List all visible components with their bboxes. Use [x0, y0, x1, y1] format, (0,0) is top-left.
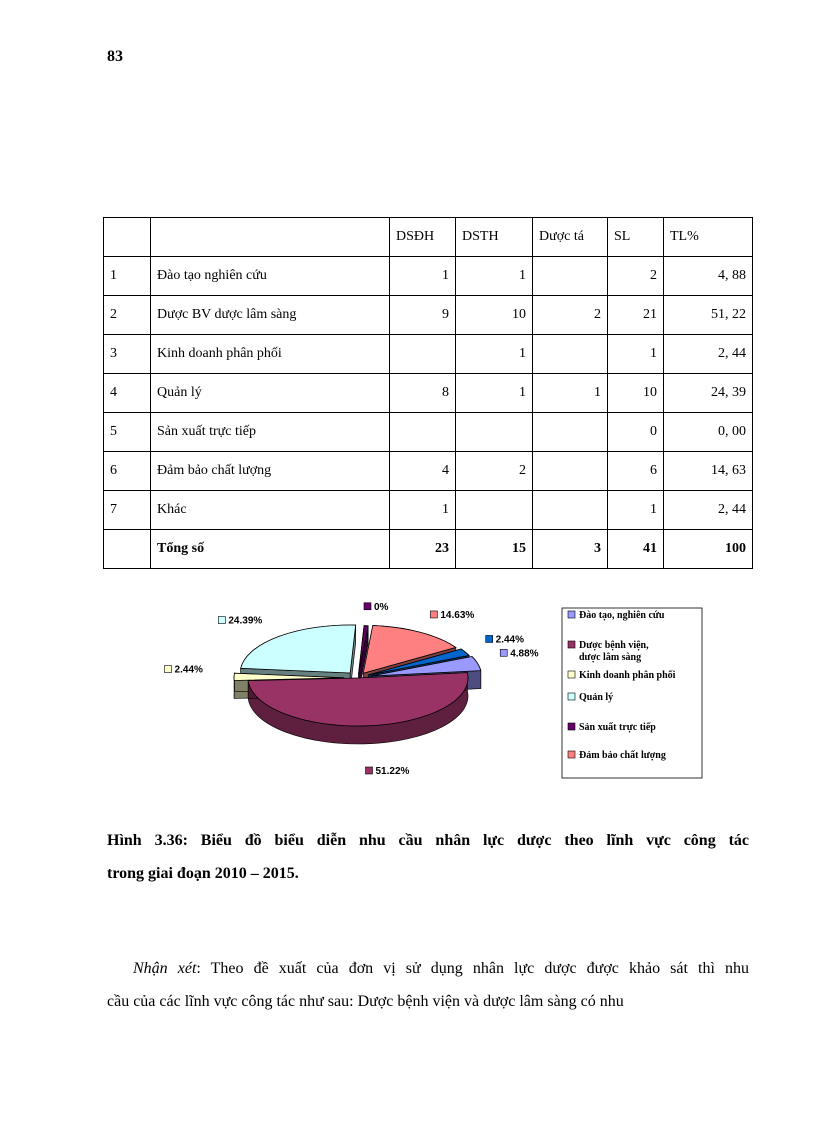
cell-name: Quản lý [151, 374, 390, 413]
cell-duocta [533, 413, 608, 452]
chart-legend [562, 608, 702, 778]
caption-line-2: trong giai đoạn 2010 – 2015. [107, 865, 299, 882]
table-row [104, 335, 753, 374]
header-dsdh: DSĐH [390, 218, 456, 257]
data-label-text: 0% [373, 601, 389, 613]
body-paragraph [107, 952, 749, 1018]
legend-item-line: Dược bệnh viện, [579, 640, 649, 651]
legend-swatch [568, 751, 575, 758]
header-sl: SL [608, 218, 664, 257]
cell-name: Tổng số [151, 530, 390, 569]
legend-item: Sản xuất trực tiếp [579, 722, 656, 733]
cell-sl: 21 [608, 296, 664, 335]
legend-swatch [568, 671, 575, 678]
data-label-text: 2.44% [495, 634, 525, 646]
cell-tl: 2, 44 [664, 491, 753, 530]
cell-duocta: 3 [533, 530, 608, 569]
caption-line-1: Hình 3.36: Biểu đồ biểu diễn nhu cầu nhân lực dược theo lĩnh vực công tác [107, 832, 749, 849]
legend-swatch [568, 693, 575, 700]
cell-duocta: 1 [533, 374, 608, 413]
cell-sl: 41 [608, 530, 664, 569]
cell-sl: 1 [608, 491, 664, 530]
cell-dsdh: 4 [390, 452, 456, 491]
header-tl: TL% [664, 218, 753, 257]
legend-swatch [568, 641, 575, 648]
table-row [104, 257, 753, 296]
data-label-swatch [365, 767, 372, 774]
cell-tl: 51, 22 [664, 296, 753, 335]
data-label-text: 2.44% [174, 664, 203, 676]
legend-item: Quản lý [579, 692, 614, 703]
pie-slice [241, 625, 356, 673]
header-duocta: Dược tá [533, 218, 608, 257]
cell-dsth: 1 [456, 335, 533, 374]
data-label [430, 610, 474, 621]
table-row [104, 296, 753, 335]
cell-sl: 0 [608, 413, 664, 452]
cell-sl: 6 [608, 452, 664, 491]
table-row [104, 413, 753, 452]
data-label-text: 14.63% [440, 609, 475, 621]
legend-item: Đào tạo, nghiên cứu [579, 610, 665, 621]
data-label-swatch [218, 617, 225, 624]
cell-dsdh: 8 [390, 374, 456, 413]
cell-duocta: 2 [533, 296, 608, 335]
data-table [103, 217, 753, 569]
legend-swatch [568, 723, 575, 730]
cell-dsdh [390, 335, 456, 374]
cell-dsth: 10 [456, 296, 533, 335]
pie-chart-svg [174, 578, 720, 808]
data-label [365, 766, 409, 777]
cell-name: Dược BV dược lâm sàng [151, 296, 390, 335]
legend-swatch [568, 611, 575, 618]
data-label [218, 616, 262, 627]
data-label [165, 665, 203, 676]
paragraph-lead: Nhận xét [133, 960, 197, 977]
pie-chart [174, 578, 720, 808]
data-label-swatch [486, 635, 493, 642]
data-label-text: 4.88% [510, 648, 539, 660]
data-label-swatch [430, 611, 437, 618]
table-row [104, 491, 753, 530]
cell-dsdh: 1 [390, 257, 456, 296]
cell-dsth: 1 [456, 257, 533, 296]
cell-stt: 6 [104, 452, 151, 491]
cell-tl: 0, 00 [664, 413, 753, 452]
cell-name: Đào tạo nghiên cứu [151, 257, 390, 296]
cell-dsdh: 23 [390, 530, 456, 569]
cell-duocta [533, 335, 608, 374]
cell-dsdh [390, 413, 456, 452]
cell-dsth: 1 [456, 374, 533, 413]
table-header-row [104, 218, 753, 257]
cell-stt: 7 [104, 491, 151, 530]
header-stt [104, 218, 151, 257]
cell-dsth: 2 [456, 452, 533, 491]
cell-stt: 5 [104, 413, 151, 452]
data-label-text: 24.39% [228, 615, 263, 627]
cell-stt: 1 [104, 257, 151, 296]
cell-name: Khác [151, 491, 390, 530]
cell-sl: 10 [608, 374, 664, 413]
cell-duocta [533, 257, 608, 296]
cell-sl: 2 [608, 257, 664, 296]
cell-name: Sản xuất trực tiếp [151, 413, 390, 452]
data-label-swatch [500, 649, 507, 656]
cell-duocta [533, 491, 608, 530]
data-label-swatch [364, 603, 371, 610]
paragraph-line-2: cầu của các lĩnh vực công tác như sau: Dược bệnh viện và dược lâm sàng có nhu [107, 993, 624, 1010]
cell-stt [104, 530, 151, 569]
page-number: 83 [107, 48, 123, 65]
table-row [104, 374, 753, 413]
cell-tl: 4, 88 [664, 257, 753, 296]
cell-dsth [456, 413, 533, 452]
cell-stt: 2 [104, 296, 151, 335]
legend-item: Kinh doanh phân phối [579, 670, 676, 681]
table-row [104, 452, 753, 491]
data-label [364, 602, 389, 613]
cell-stt: 4 [104, 374, 151, 413]
legend-item: Đảm bảo chất lượng [579, 750, 666, 761]
data-label-text: 51.22% [375, 766, 410, 777]
table-total-row [104, 530, 753, 569]
cell-tl: 14, 63 [664, 452, 753, 491]
legend-item [579, 640, 649, 663]
cell-stt: 3 [104, 335, 151, 374]
figure-caption [107, 824, 749, 890]
data-label [486, 634, 524, 645]
cell-tl: 24, 39 [664, 374, 753, 413]
paragraph-line-1-text: : Theo đề xuất của đơn vị sử dụng nhân lực dược được khảo sát thì nhu [196, 960, 749, 977]
cell-dsdh: 9 [390, 296, 456, 335]
cell-dsdh: 1 [390, 491, 456, 530]
cell-name: Đảm bảo chất lượng [151, 452, 390, 491]
cell-duocta [533, 452, 608, 491]
cell-sl: 1 [608, 335, 664, 374]
cell-tl: 2, 44 [664, 335, 753, 374]
cell-tl: 100 [664, 530, 753, 569]
header-dsth: DSTH [456, 218, 533, 257]
cell-name: Kinh doanh phân phối [151, 335, 390, 374]
legend-item-line: dược lâm sàng [579, 652, 642, 663]
paragraph-line-1 [107, 952, 749, 985]
data-label-swatch [165, 666, 172, 673]
data-label [500, 648, 538, 659]
cell-dsth: 15 [456, 530, 533, 569]
header-name [151, 218, 390, 257]
cell-dsth [456, 491, 533, 530]
